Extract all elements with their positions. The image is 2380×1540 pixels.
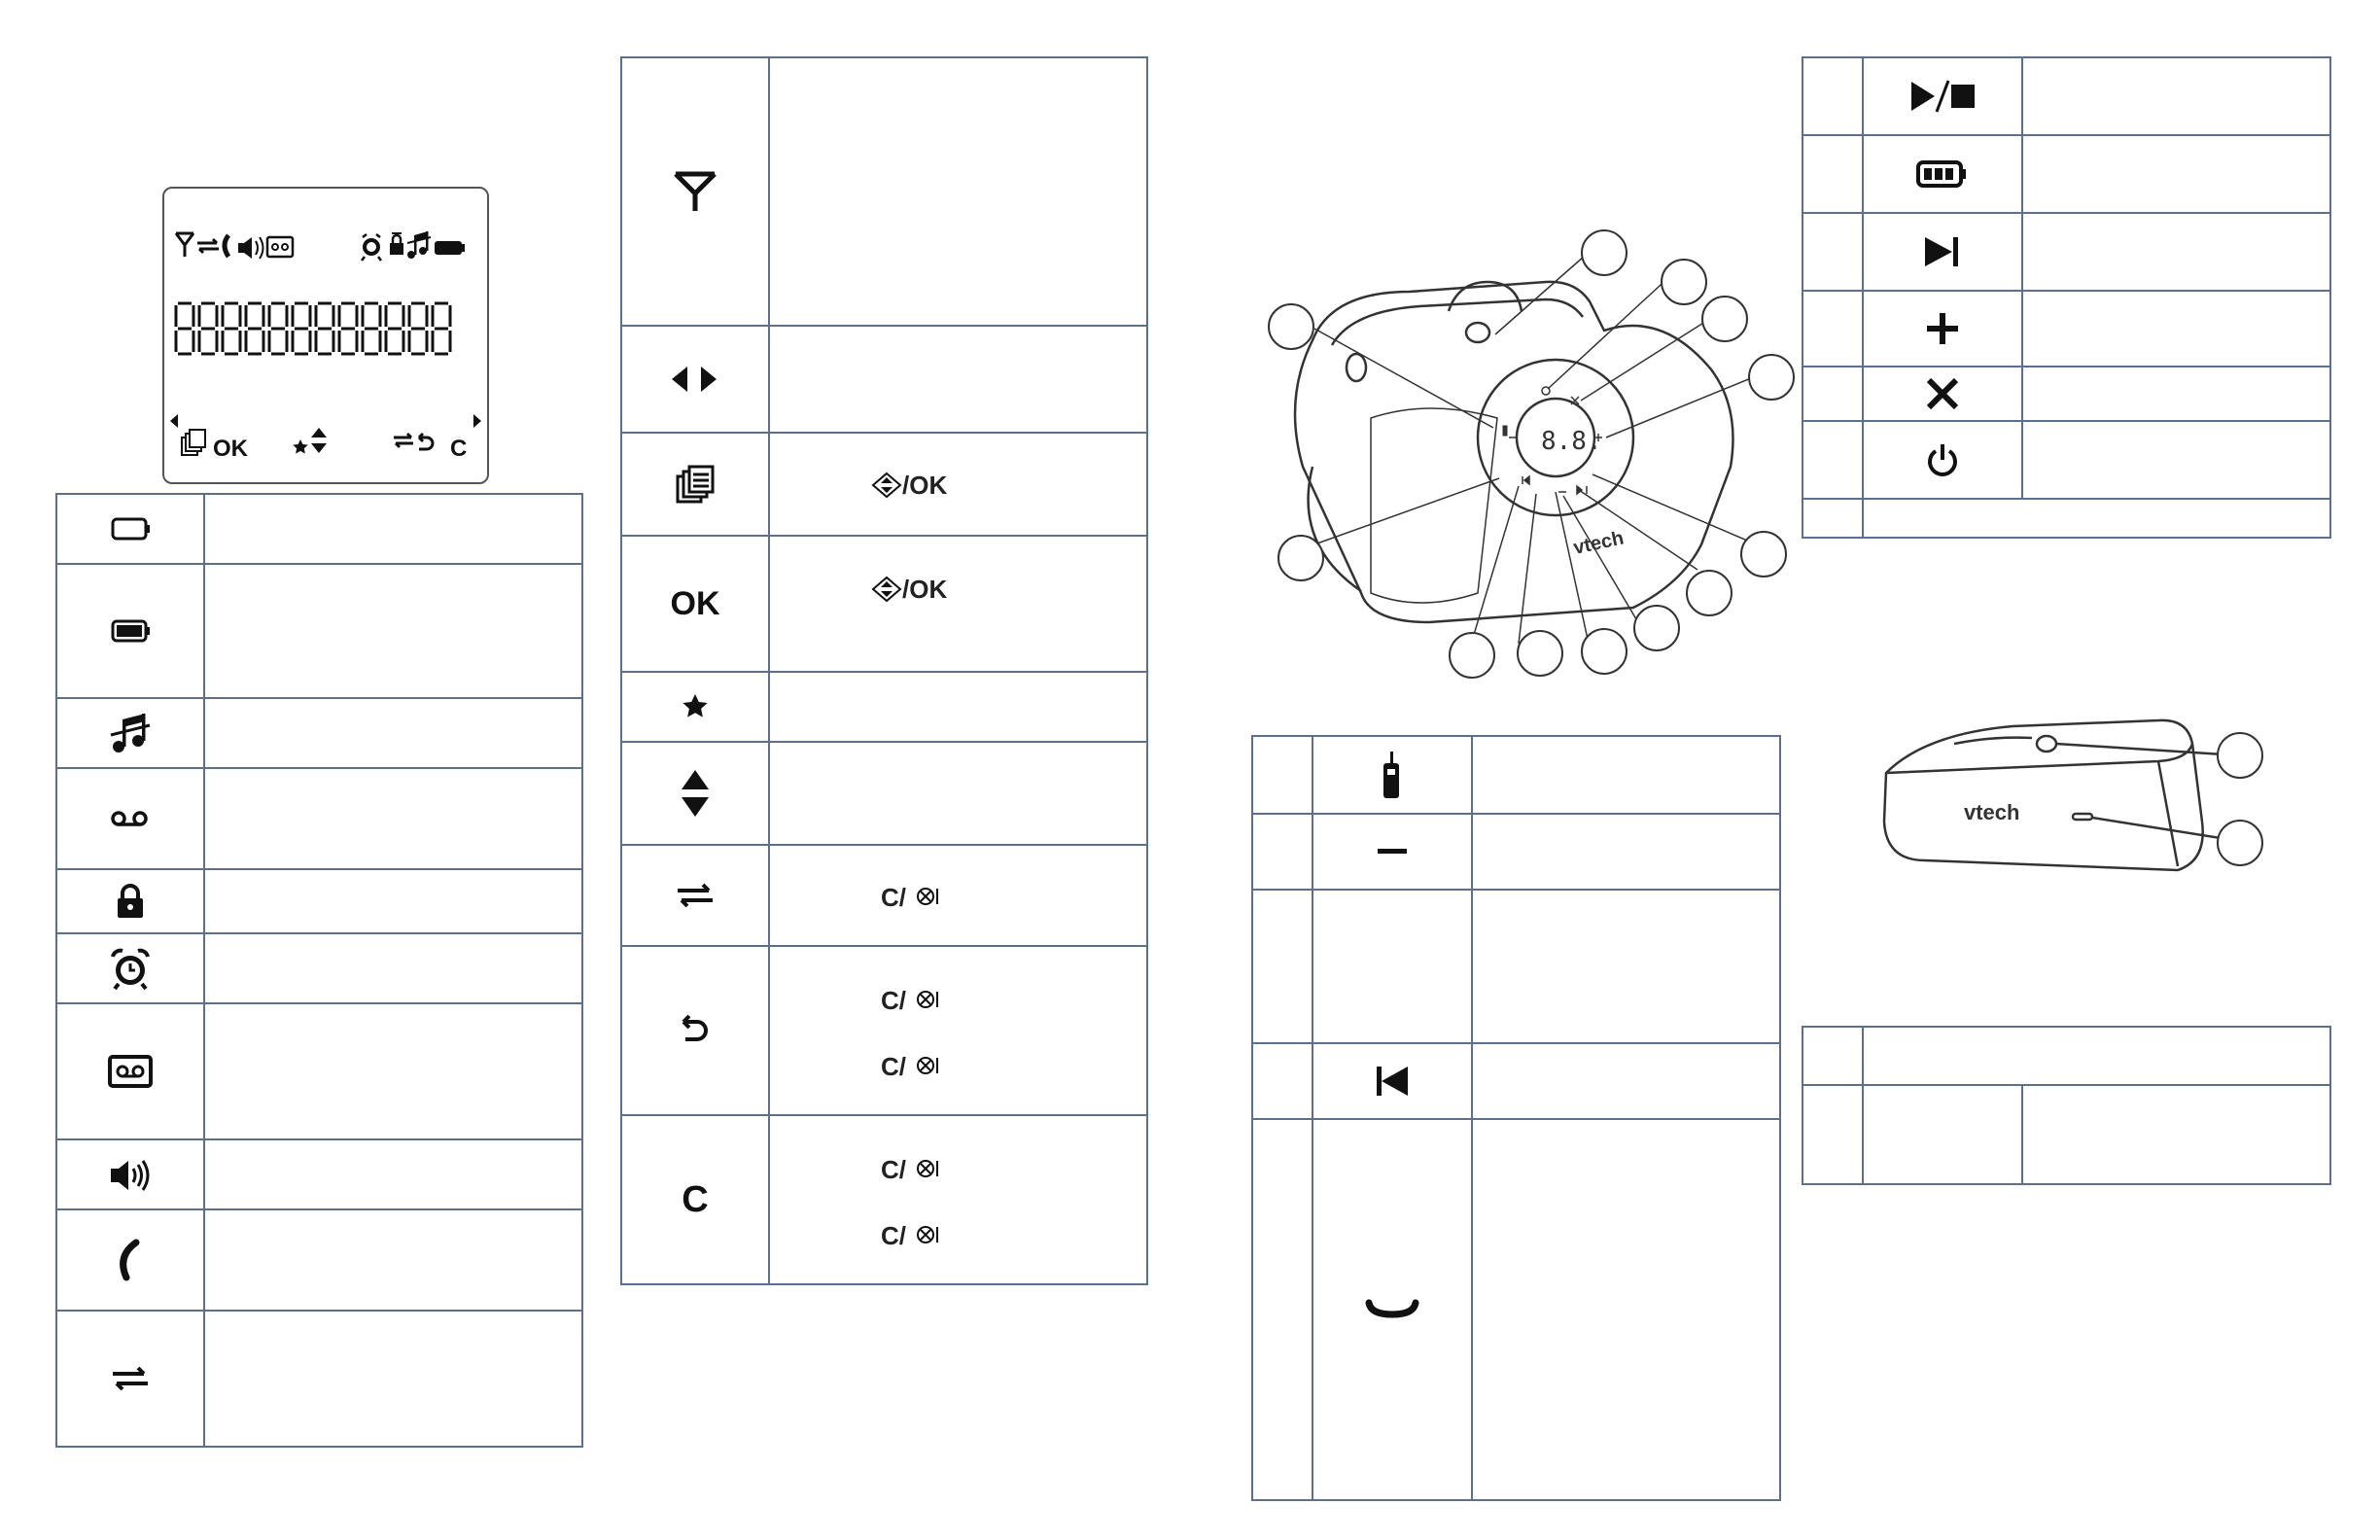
icon-cell	[56, 698, 204, 768]
table-row	[621, 845, 1147, 946]
charger-illustration	[1867, 715, 2275, 909]
callout-2	[1581, 229, 1628, 276]
description-cell	[2022, 1085, 2330, 1184]
table-row	[56, 698, 582, 768]
callout-charger-1	[2217, 732, 2263, 779]
table-row	[1802, 291, 2330, 367]
charger-brand-logo: vtech	[1964, 800, 2020, 824]
menu-ok-key-label: /OK	[902, 471, 948, 500]
battery-status-icon	[1915, 158, 1970, 190]
icon-cell	[621, 672, 769, 742]
icon-cell	[56, 933, 204, 1003]
description-cell	[2022, 135, 2330, 213]
voicemail-icon	[107, 807, 154, 830]
description-cell	[1472, 736, 1780, 814]
battery-empty-icon	[109, 515, 152, 542]
number-cell	[1252, 1119, 1312, 1500]
speaker-display-digits: 8.8.	[1541, 427, 1602, 456]
table-row	[1802, 367, 2330, 421]
callout-12	[1449, 632, 1495, 679]
table-row	[1802, 421, 2330, 499]
header-cell	[1863, 1027, 2330, 1085]
icon-cell	[56, 1003, 204, 1139]
callout-8	[1686, 570, 1732, 616]
end-call-icon	[1365, 1297, 1419, 1322]
icon-cell	[56, 1209, 204, 1311]
icon-cell	[1863, 291, 2022, 367]
description-cell	[2022, 213, 2330, 291]
icon-cell	[621, 742, 769, 845]
ringer-off-lcd-icon	[407, 231, 431, 259]
callout-5	[1748, 354, 1795, 401]
speaker-icon	[238, 237, 263, 259]
delete-key-icon	[916, 988, 941, 1011]
icon-cell	[56, 564, 204, 698]
star-icon	[681, 692, 710, 721]
delete-key-icon	[916, 1223, 941, 1246]
icon-cell	[1312, 736, 1472, 814]
icon-cell	[621, 433, 769, 536]
number-cell	[1802, 213, 1863, 291]
description-cell	[204, 1209, 582, 1311]
answering-machine-icon	[107, 1054, 154, 1089]
c-key-label-2: C/	[881, 1221, 906, 1250]
callout-6	[1278, 535, 1324, 581]
table-row	[1802, 57, 2330, 135]
delete-key-icon	[916, 1054, 941, 1077]
speakerphone-icon	[107, 1157, 154, 1192]
lcd-menu-icon	[182, 430, 205, 455]
callout-7	[1740, 531, 1787, 578]
table-row	[56, 1209, 582, 1311]
icon-cell	[621, 845, 769, 946]
number-cell	[1252, 1043, 1312, 1119]
lcd-back-icon	[419, 434, 433, 449]
ok-icon: OK	[670, 584, 720, 622]
table-row	[1252, 1119, 1780, 1500]
description-cell	[204, 564, 582, 698]
number-cell	[1802, 1027, 1863, 1085]
speaker-drawing	[1254, 224, 1799, 690]
number-cell	[1802, 291, 1863, 367]
phone-handset-icon	[113, 1237, 148, 1283]
description-cell	[769, 742, 1147, 845]
battery-lcd-icon	[435, 241, 465, 255]
description-cell	[204, 933, 582, 1003]
callout-10	[1581, 628, 1628, 675]
icon-cell	[1863, 367, 2022, 421]
description-cell	[769, 845, 1147, 946]
table-row	[1802, 213, 2330, 291]
description-cell	[204, 494, 582, 564]
number-cell	[1802, 1085, 1863, 1184]
play-stop-icon	[1908, 79, 1978, 114]
icon-cell	[1312, 1119, 1472, 1500]
icon-cell	[1312, 1043, 1472, 1119]
signal-icon	[176, 233, 193, 257]
description-cell	[769, 946, 1147, 1115]
lcd-c-label: C	[450, 436, 468, 462]
display-icons-table	[55, 493, 583, 1448]
lcd-display	[162, 187, 489, 484]
icon-cell	[56, 768, 204, 869]
icon-cell	[621, 946, 769, 1115]
lcd-transfer-icon	[394, 434, 413, 447]
handset-icon	[225, 235, 228, 257]
item-cell	[1863, 1085, 2022, 1184]
speaker-buttons-table-left	[1251, 735, 1781, 1501]
table-row	[56, 494, 582, 564]
ok-key-label: /OK	[902, 575, 948, 604]
callout-1	[1268, 303, 1314, 350]
number-cell	[1252, 736, 1312, 814]
description-cell	[2022, 421, 2330, 499]
table-row	[621, 672, 1147, 742]
description-cell	[2022, 57, 2330, 135]
speaker-brand-logo: vtech	[1571, 527, 1627, 559]
table-row	[1252, 814, 1780, 890]
description-cell	[769, 536, 1147, 672]
next-track-icon	[1923, 235, 1962, 268]
description-cell	[204, 869, 582, 933]
volume-minus-icon	[1376, 847, 1409, 857]
icon-cell	[1863, 421, 2022, 499]
handset-keys-table	[620, 56, 1148, 1285]
charger-drawing	[1867, 715, 2275, 909]
description-cell	[1472, 1043, 1780, 1119]
lcd-right-arrow	[473, 414, 481, 428]
charger-parts-table	[1802, 1026, 2331, 1185]
table-row	[1802, 1027, 2330, 1085]
left-right-arrows-icon	[668, 363, 722, 396]
c-key-label-1: C/	[881, 1155, 906, 1184]
table-row	[56, 564, 582, 698]
answering-machine-lcd-icon	[267, 237, 293, 257]
power-icon	[1925, 441, 1960, 478]
description-cell	[204, 1311, 582, 1447]
back-key-label-1: C/	[881, 986, 906, 1015]
icon-cell	[1863, 57, 2022, 135]
number-cell	[1252, 814, 1312, 890]
table-row	[621, 742, 1147, 845]
icon-cell	[56, 494, 204, 564]
icon-cell	[1863, 135, 2022, 213]
back-key-label-2: C/	[881, 1052, 906, 1081]
table-row	[56, 1311, 582, 1447]
table-row	[1252, 1043, 1780, 1119]
icon-cell	[621, 57, 769, 326]
table-row	[621, 946, 1147, 1115]
icon-cell	[1312, 890, 1472, 1043]
delete-key-icon	[916, 885, 941, 908]
table-row	[1252, 736, 1780, 814]
icon-cell	[1312, 814, 1472, 890]
volume-plus-icon	[1925, 311, 1960, 346]
number-cell	[1252, 890, 1312, 1043]
footer-cell	[1863, 499, 2330, 538]
handset-locator-icon	[1381, 750, 1404, 800]
description-cell	[204, 768, 582, 869]
alarm-icon	[107, 945, 154, 992]
previous-track-icon	[1375, 1065, 1410, 1098]
description-cell	[2022, 367, 2330, 421]
description-cell	[769, 57, 1147, 326]
table-row	[621, 536, 1147, 672]
nav-key-icon	[871, 576, 902, 603]
description-cell	[1472, 1119, 1780, 1500]
speaker-illustration	[1254, 224, 1799, 690]
table-row	[56, 768, 582, 869]
description-cell	[769, 326, 1147, 433]
signal-strength-icon	[672, 170, 718, 213]
lcd-left-arrow	[170, 414, 178, 428]
nav-key-icon	[871, 472, 902, 499]
menu-icon	[674, 463, 717, 506]
table-row	[56, 1139, 582, 1209]
ringer-off-icon	[107, 710, 154, 756]
icon-cell	[56, 1139, 204, 1209]
clear-c-icon: C	[682, 1178, 709, 1220]
table-row	[1802, 135, 2330, 213]
transfer-icon	[674, 880, 717, 911]
number-cell	[1802, 57, 1863, 135]
callout-3	[1661, 259, 1707, 305]
description-cell	[2022, 291, 2330, 367]
lcd-digit-row	[176, 303, 450, 354]
table-row	[1252, 890, 1780, 1043]
table-row	[56, 869, 582, 933]
lcd-ok-label: OK	[213, 436, 248, 462]
number-cell	[1802, 367, 1863, 421]
lock-icon	[113, 883, 148, 920]
up-down-arrows-icon	[678, 768, 713, 819]
transfer-key-label: C/	[881, 883, 906, 912]
description-cell	[1472, 890, 1780, 1043]
description-cell	[204, 1139, 582, 1209]
description-cell	[769, 672, 1147, 742]
callout-4	[1701, 296, 1748, 342]
number-cell	[1802, 421, 1863, 499]
description-cell	[204, 1003, 582, 1139]
alarm-lcd-icon	[362, 234, 381, 261]
cancel-x-icon	[1925, 376, 1960, 411]
battery-full-icon	[109, 617, 152, 645]
description-cell	[204, 698, 582, 768]
table-row	[1802, 1085, 2330, 1184]
intercom-icon	[197, 239, 219, 253]
callout-9	[1633, 605, 1680, 651]
icon-cell	[1863, 213, 2022, 291]
icon-cell	[621, 1115, 769, 1284]
description-cell	[769, 1115, 1147, 1284]
table-row	[56, 1003, 582, 1139]
lcd-updown-icon	[311, 428, 327, 453]
table-row	[1802, 499, 2330, 538]
table-row	[621, 326, 1147, 433]
icon-cell	[56, 1311, 204, 1447]
table-row	[621, 433, 1147, 536]
table-row	[621, 57, 1147, 326]
intercom-transfer-icon	[109, 1363, 152, 1394]
number-cell	[1802, 499, 1863, 538]
lock-lcd-icon	[390, 233, 403, 255]
callout-charger-2	[2217, 820, 2263, 866]
description-cell	[769, 433, 1147, 536]
description-cell	[1472, 814, 1780, 890]
table-row	[56, 933, 582, 1003]
icon-cell	[621, 536, 769, 672]
speaker-buttons-table-right	[1802, 56, 2331, 539]
icon-cell	[56, 869, 204, 933]
number-cell	[1802, 135, 1863, 213]
icon-cell	[621, 326, 769, 433]
delete-key-icon	[916, 1157, 941, 1180]
lcd-star-icon	[293, 439, 308, 454]
back-icon	[678, 1014, 713, 1047]
table-row	[621, 1115, 1147, 1284]
callout-11	[1517, 630, 1563, 677]
